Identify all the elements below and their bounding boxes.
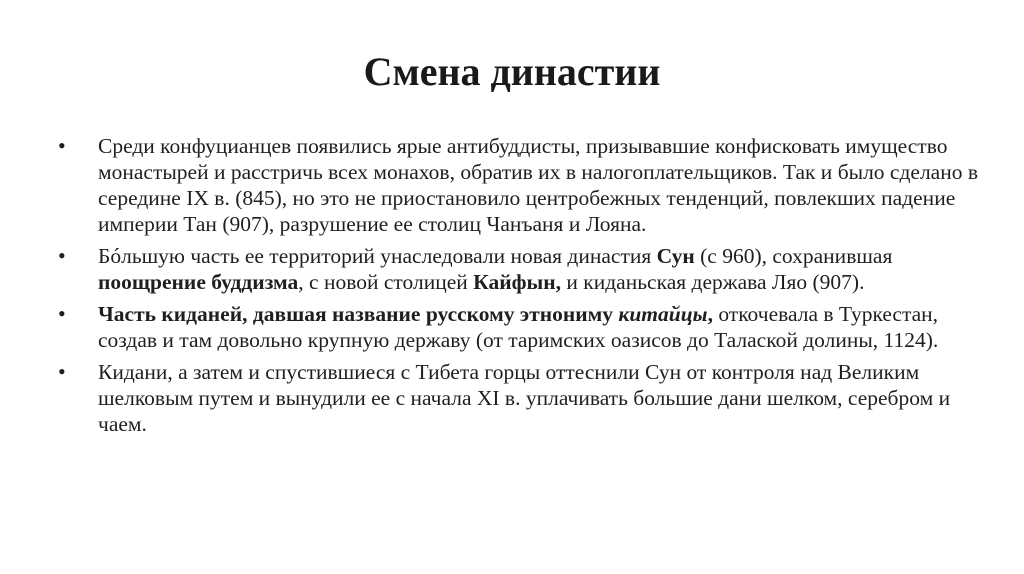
bullet-text: откочевала в Туркестан, создав и там довольно крупную державу (от таримских оазисов до Талаской долины, 1124). xyxy=(98,302,939,352)
bullet-item xyxy=(58,243,978,295)
bullet-text: (с 960), сохранившая xyxy=(694,244,893,268)
bullet-mark: • xyxy=(58,243,66,268)
bullet-mark: • xyxy=(58,359,66,384)
bullet-text: Бóльшую часть ее территорий унаследовали новая династия xyxy=(98,244,657,268)
slide-title: Смена династии xyxy=(363,49,661,94)
bullet-item xyxy=(58,301,978,353)
bold-text: , xyxy=(707,302,713,326)
bullet-item xyxy=(58,133,978,237)
bullet-list xyxy=(58,133,978,443)
bold-italic-text: китайцы xyxy=(618,302,708,326)
bullet-mark: • xyxy=(58,301,66,326)
bullet-text: Среди конфуцианцев появились ярые антибуддисты, призывавшие конфисковать имущество монастырей и расстричь всех монахов, обратив их в налогоплательщиков. Так и было сделано в середине IX в. (845), но это не приостановило центробежных тенденций, повлекших падение империи Тан (907), разрушение ее столиц Чанъаня и Лояна. xyxy=(98,134,979,236)
bold-text: Сун xyxy=(656,244,695,268)
bullet-text: , с новой столицей xyxy=(298,270,474,294)
bullet-item xyxy=(58,359,978,437)
bullet-text: и киданьская держава Ляо (907). xyxy=(561,270,865,294)
bullet-text: Кидани, а затем и спустившиеся с Тибета горцы оттеснили Сун от контроля над Великим шелковым путем и вынудили ее с начала XI в. уплачивать большие дани шелком, серебром и чаем. xyxy=(98,360,951,436)
bold-text: поощрение буддизма xyxy=(98,270,299,294)
bullet-mark: • xyxy=(58,133,66,158)
bold-text: Часть киданей, давшая название русскому этнониму xyxy=(98,302,619,326)
bold-text: Кайфын, xyxy=(473,270,562,294)
